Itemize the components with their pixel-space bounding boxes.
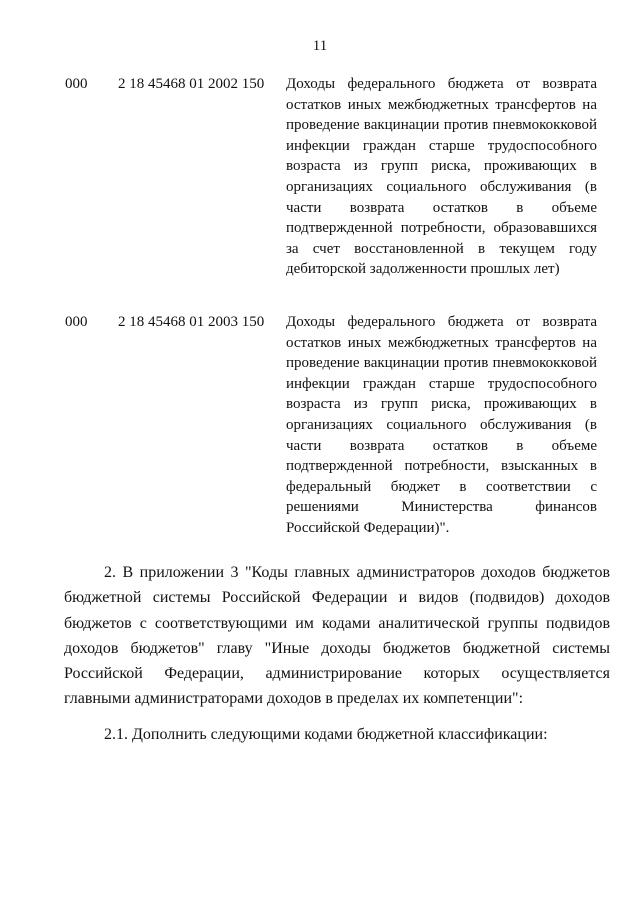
income-description: Доходы федерального бюджета от возврата остатков иных межбюджетных трансфертов на проведение вакцинации против пневмококковой инфекции граждан старше трудоспособного возраста из групп риска, проживающих в организациях социального обслуживания (в части возврата остатков в объеме подтвержденной потребности, взысканных в федеральный бюджет в соответствии с решениями Министерства финансов Российской Федерации)". — [286, 314, 597, 536]
page-number: 11 — [312, 38, 328, 54]
budget-classification-code: 2 18 45468 01 2003 150 — [118, 314, 265, 330]
paragraph-2-1: 2.1. Дополнить следующими кодами бюджетной классификации: — [104, 726, 548, 743]
budget-classification-code: 2 18 45468 01 2002 150 — [118, 76, 265, 92]
paragraph-2: 2. В приложении 3 "Коды главных администраторов доходов бюджетов бюджетной системы Российской Федерации и видов (подвидов) доходов бюджетов с соответствующими им кодами аналитической группы подвидов доходов бюджетов" главу "Иные доходы бюджетов бюджетной системы Российской Федерации, администрирование которых осуществляется главными администраторами доходов в пределах их компетенции": — [64, 564, 610, 708]
income-description: Доходы федерального бюджета от возврата остатков иных межбюджетных трансфертов на проведение вакцинации против пневмококковой инфекции граждан старше трудоспособного возраста из групп риска, проживающих в организациях социального обслуживания (в части возврата остатков в объеме подтвержденной потребности, образовавшихся за счет восстановленной в текущем году дебиторской задолженности прошлых лет) — [286, 76, 597, 278]
administrator-code: 000 — [65, 76, 88, 92]
administrator-code: 000 — [65, 314, 88, 330]
